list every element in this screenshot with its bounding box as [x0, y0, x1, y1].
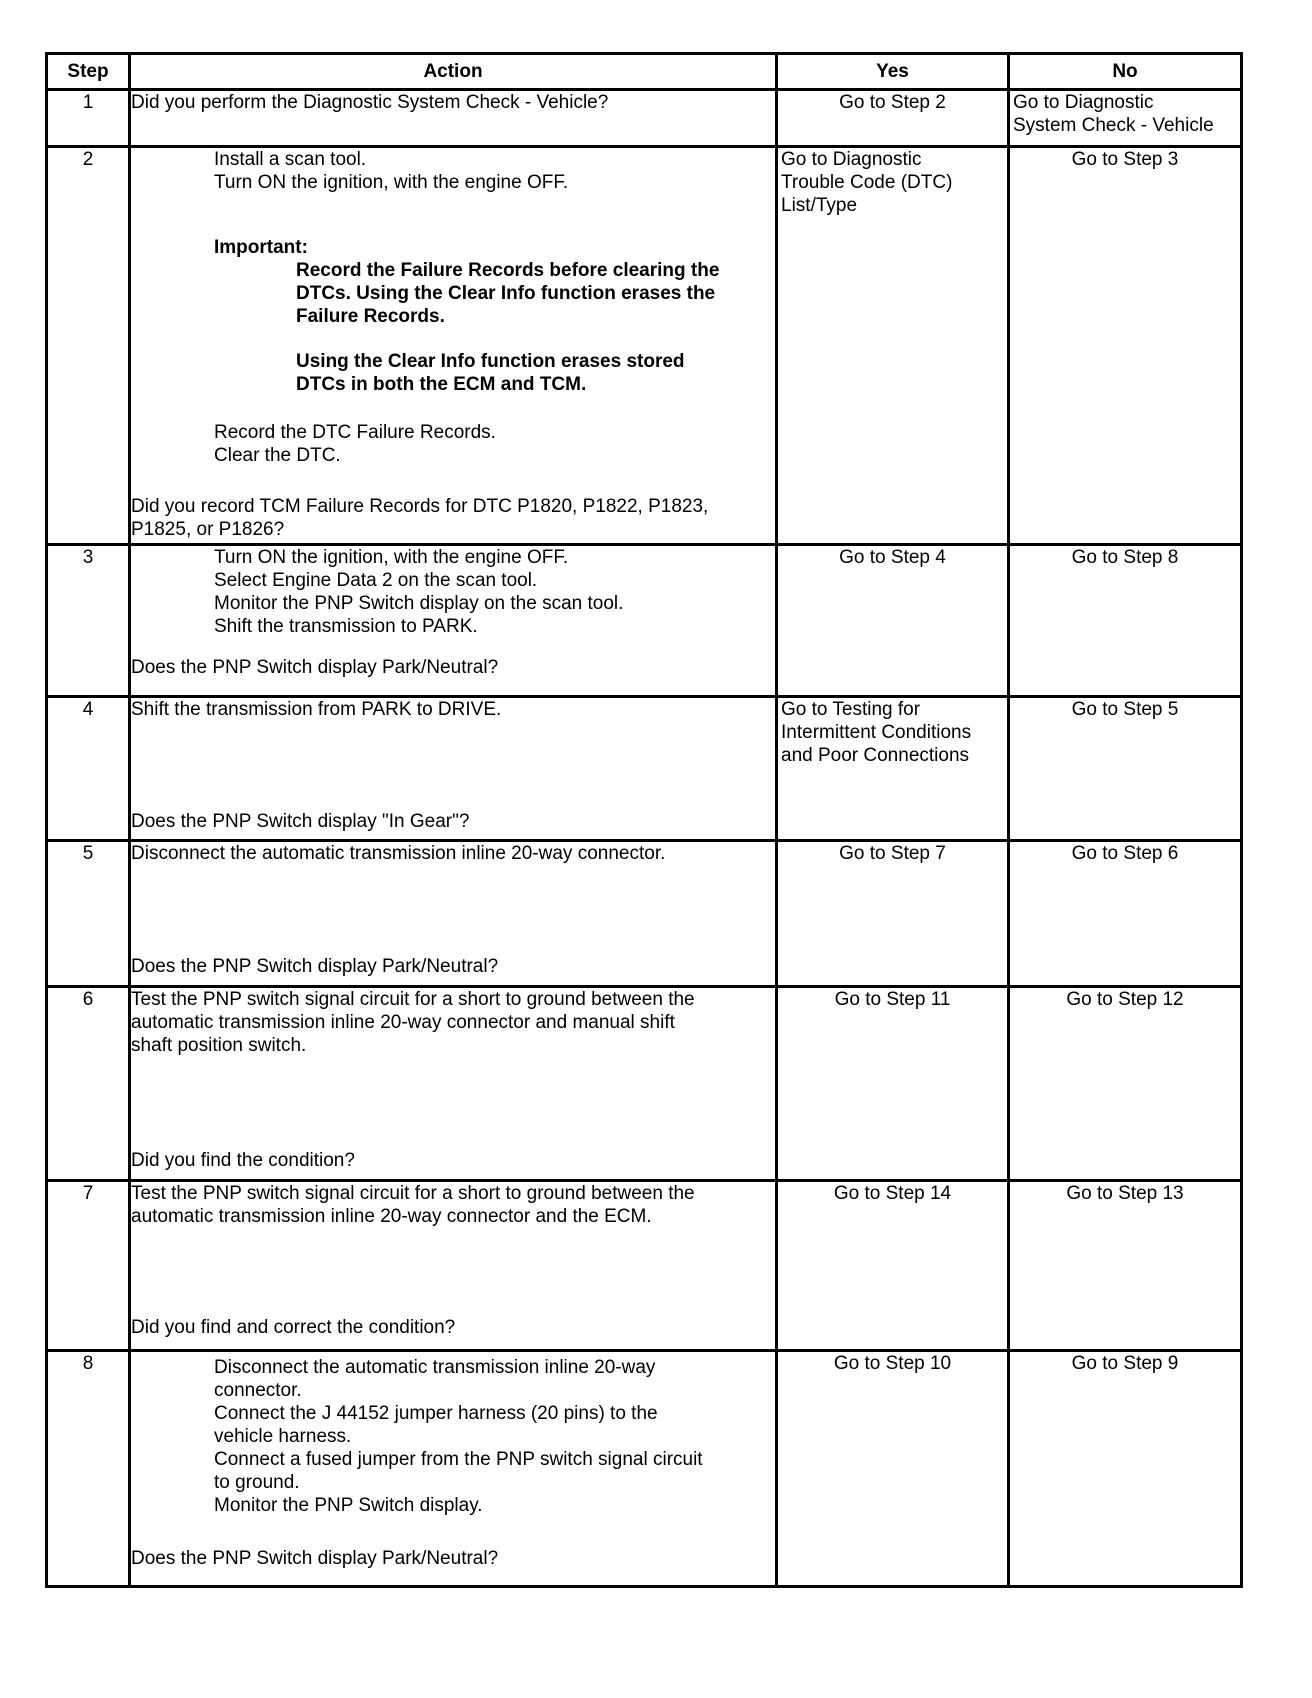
action-cell — [130, 1351, 777, 1587]
yes-cell — [777, 1181, 1009, 1351]
header-step: Step — [47, 54, 130, 90]
step-number: 7 — [47, 1181, 130, 1351]
question-text: Does the PNP Switch display Park/Neutral? — [131, 956, 499, 977]
step-number: 8 — [47, 1351, 130, 1587]
yes-cell — [777, 147, 1009, 545]
yes-link[interactable]: Go to Step 11 — [834, 989, 951, 1010]
no-link[interactable]: Go to Step 5 — [1071, 699, 1179, 720]
no-link[interactable]: Go to Step 9 — [1071, 1353, 1179, 1374]
no-cell — [1009, 697, 1242, 841]
question-text: Did you find and correct the condition? — [131, 1317, 456, 1338]
yes-link[interactable]: Go to Step 2 — [839, 92, 946, 113]
header-no: No — [1009, 54, 1242, 90]
no-link-line[interactable]: System Check - Vehicle — [1013, 115, 1214, 136]
step-row-7 — [47, 1181, 1242, 1351]
no-link[interactable]: Go to Step 3 — [1071, 149, 1179, 170]
no-cell — [1009, 987, 1242, 1181]
yes-cell — [777, 90, 1009, 147]
yes-cell — [777, 987, 1009, 1181]
question-text: Did you perform the Diagnostic System Check - Vehicle? — [131, 92, 609, 113]
action-cell — [130, 90, 777, 147]
important-text: Failure Records. — [296, 306, 445, 327]
step-row-4 — [47, 697, 1242, 841]
no-cell — [1009, 841, 1242, 987]
important-text: DTCs. Using the Clear Info function erases the — [296, 283, 716, 304]
instruction-text: Turn ON the ignition, with the engine OFF. — [214, 172, 569, 193]
header-row — [47, 54, 1242, 90]
instruction-text: automatic transmission inline 20-way connector and manual shift — [131, 1012, 675, 1033]
action-cell — [130, 147, 777, 545]
step-row-6 — [47, 987, 1242, 1181]
yes-link-line[interactable]: List/Type — [781, 195, 858, 216]
instruction-text: Shift the transmission to PARK. — [214, 616, 478, 637]
step-number: 6 — [47, 987, 130, 1181]
no-cell — [1009, 1181, 1242, 1351]
action-cell — [130, 987, 777, 1181]
step-number: 4 — [47, 697, 130, 841]
instruction-text: automatic transmission inline 20-way connector and the ECM. — [131, 1206, 652, 1227]
instruction-text: Monitor the PNP Switch display on the scan tool. — [214, 593, 624, 614]
instruction-text: shaft position switch. — [131, 1035, 307, 1056]
yes-cell — [777, 841, 1009, 987]
step-row-2 — [47, 147, 1242, 545]
step-number: 2 — [47, 147, 130, 545]
instruction-text: to ground. — [214, 1472, 300, 1493]
no-link[interactable]: Go to Step 13 — [1066, 1183, 1184, 1204]
question-text: Does the PNP Switch display Park/Neutral? — [131, 657, 499, 678]
important-text: DTCs in both the ECM and TCM. — [296, 374, 587, 395]
question-text: Does the PNP Switch display Park/Neutral? — [131, 1548, 499, 1569]
action-cell — [130, 545, 777, 697]
no-cell — [1009, 147, 1242, 545]
step-row-5 — [47, 841, 1242, 987]
yes-link-line[interactable]: Go to Testing for — [781, 699, 921, 720]
instruction-text: Install a scan tool. — [214, 149, 367, 170]
action-cell — [130, 697, 777, 841]
action-cell — [130, 1181, 777, 1351]
question-text: Does the PNP Switch display "In Gear"? — [131, 811, 470, 832]
instruction-text: Disconnect the automatic transmission inline 20-way — [214, 1357, 656, 1378]
yes-cell — [777, 697, 1009, 841]
no-cell — [1009, 90, 1242, 147]
no-cell — [1009, 545, 1242, 697]
question-text: Did you record TCM Failure Records for DTC P1820, P1822, P1823, — [131, 496, 709, 517]
yes-link[interactable]: Go to Step 10 — [833, 1353, 952, 1374]
yes-link[interactable]: Go to Step 4 — [839, 547, 946, 568]
instruction-text: Record the DTC Failure Records. — [214, 422, 496, 443]
instruction-text: Test the PNP switch signal circuit for a short to ground between the — [131, 1183, 695, 1204]
question-text: Did you find the condition? — [131, 1150, 355, 1171]
no-link[interactable]: Go to Step 12 — [1066, 989, 1184, 1010]
instruction-text: Test the PNP switch signal circuit for a short to ground between the — [131, 989, 695, 1010]
instruction-text: Shift the transmission from PARK to DRIVE. — [131, 699, 502, 720]
instruction-text: Turn ON the ignition, with the engine OFF. — [214, 547, 569, 568]
important-text: Using the Clear Info function erases stored — [296, 351, 685, 372]
yes-link-line[interactable]: Trouble Code (DTC) — [781, 172, 953, 193]
yes-cell — [777, 1351, 1009, 1587]
instruction-text: Connect a fused jumper from the PNP switch signal circuit — [214, 1449, 703, 1470]
diagnostic-table — [45, 52, 1243, 1588]
instruction-text: Disconnect the automatic transmission inline 20-way connector. — [131, 843, 666, 864]
no-link[interactable]: Go to Step 6 — [1071, 843, 1179, 864]
no-cell — [1009, 1351, 1242, 1587]
yes-link[interactable]: Go to Step 14 — [833, 1183, 952, 1204]
step-number: 3 — [47, 545, 130, 697]
instruction-text: vehicle harness. — [214, 1426, 352, 1447]
header-yes: Yes — [777, 54, 1009, 90]
yes-link-line[interactable]: and Poor Connections — [781, 745, 970, 766]
yes-link-line[interactable]: Go to Diagnostic — [781, 149, 922, 170]
no-link[interactable]: Go to Step 8 — [1071, 547, 1179, 568]
yes-link-line[interactable]: Intermittent Conditions — [781, 722, 972, 743]
instruction-text: Connect the J 44152 jumper harness (20 pins) to the — [214, 1403, 658, 1424]
instruction-text: Clear the DTC. — [214, 445, 341, 466]
instruction-text: connector. — [214, 1380, 302, 1401]
yes-cell — [777, 545, 1009, 697]
step-number: 5 — [47, 841, 130, 987]
yes-link[interactable]: Go to Step 7 — [839, 843, 946, 864]
important-text: Record the Failure Records before clearing the — [296, 260, 720, 281]
instruction-text: Select Engine Data 2 on the scan tool. — [214, 570, 538, 591]
step-row-3 — [47, 545, 1242, 697]
no-link-line[interactable]: Go to Diagnostic — [1013, 92, 1154, 113]
action-cell — [130, 841, 777, 987]
question-text: P1825, or P1826? — [131, 519, 285, 540]
step-number: 1 — [47, 90, 130, 147]
header-action: Action — [130, 54, 777, 90]
step-row-1 — [47, 90, 1242, 147]
important-label: Important: — [214, 237, 308, 258]
instruction-text: Monitor the PNP Switch display. — [214, 1495, 483, 1516]
step-row-8 — [47, 1351, 1242, 1587]
